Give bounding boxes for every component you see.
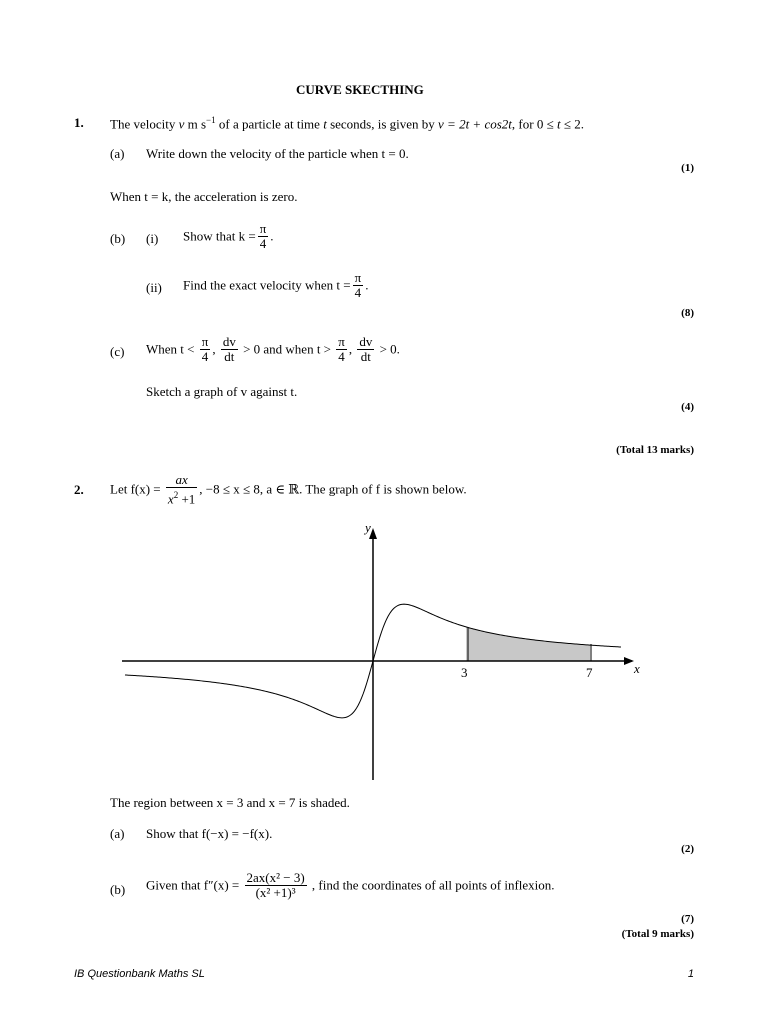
y-axis-label: y — [365, 520, 371, 535]
q2-a-label: (a) — [110, 826, 125, 841]
q1-bii-text: Find the exact velocity when t = $\frac{\pi}{4}$ . — [183, 270, 369, 300]
footer-source: IB Questionbank Maths SL — [74, 968, 205, 980]
dv-dt-fraction: $\frac{dv}{dt}$ — [222, 334, 236, 364]
q2-total: (Total 9 marks) — [621, 928, 694, 940]
q1-stem: The velocity v m $s^{-1}$ of a particle at time t seconds, is given by v = 2t + cos2t, for 0 ≤ t ≤ 2. — [110, 115, 584, 132]
q1-c-label: (c) — [110, 344, 125, 359]
q2-a-text: Show that f(−x) = −f(x). — [146, 826, 273, 841]
x-axis-label: x — [634, 661, 640, 676]
q1-bi-text: Show that k = $\frac{\pi}{4}$ . — [183, 221, 274, 251]
q1-a-mark: (1) — [681, 162, 694, 174]
pi-over-4-fraction: $\frac{\pi}{4}$ — [338, 334, 345, 364]
x-axis-arrow-icon — [624, 657, 634, 665]
pi-over-4-fraction: $\frac{\pi}{4}$ — [259, 221, 267, 251]
q1-c-text: When t < $\frac{\pi}{4}$ , $\frac{dv}{dt}$ > 0 and when t > $\frac{\pi}{4}$ , $\frac{dv}{dt}$ > 0. — [146, 334, 400, 364]
q2-number: 2. — [74, 482, 84, 497]
q1-total: (Total 13 marks) — [616, 444, 694, 456]
q1-a-text: Write down the velocity of the particle when t = 0. — [146, 146, 409, 161]
q1-b-mark: (8) — [681, 307, 694, 319]
q1-when-text: When t = k, the acceleration is zero. — [110, 189, 298, 204]
q2-b-label: (b) — [110, 882, 126, 897]
tick-label-7: 7 — [586, 665, 593, 680]
q2-stem: Let f(x) = $\frac{ax}{x^2 +1}$ , −8 ≤ x ≤ 8, a ∈ ℝ. The graph of f is shown below. — [110, 472, 467, 507]
q2-region-text: The region between x = 3 and x = 7 is shaded. — [110, 795, 350, 810]
q2-b-text: Given that f″(x) = $\frac{\text{2ax(x² − 3)}}{\text{(x² +1)³}}$ , find the coordinates of all points of inflexion. — [146, 870, 555, 900]
q2-a-mark: (2) — [681, 843, 694, 855]
q1-bii-label: (ii) — [146, 280, 162, 295]
page-number: 1 — [687, 968, 694, 980]
q1-b-label: (b) — [110, 231, 126, 246]
q1-c-sketch-text: Sketch a graph of v against t. — [146, 384, 298, 399]
dv-dt-fraction: $\frac{dv}{dt}$ — [359, 334, 373, 364]
tick-label-3: 3 — [461, 665, 468, 680]
second-derivative-fraction: $\frac{\text{2ax(x² − 3)}}{\text{(x² +1)³}}$ — [246, 870, 305, 900]
q1-a-label: (a) — [110, 146, 125, 161]
q1-bi-label: (i) — [146, 231, 159, 246]
q1-c-mark: (4) — [681, 401, 694, 413]
q2-b-mark: (7) — [681, 913, 694, 925]
pi-over-4-fraction: $\frac{\pi}{4}$ — [201, 334, 209, 364]
function-graph — [0, 515, 768, 790]
page-title: CURVE SKECTHING — [296, 82, 424, 97]
pi-over-4-fraction: $\frac{\pi}{4}$ — [354, 270, 362, 300]
ax-over-x2-plus-1-fraction: $\frac{ax}{x^2 +1}$ — [167, 472, 196, 507]
q1-number: 1. — [74, 115, 84, 130]
